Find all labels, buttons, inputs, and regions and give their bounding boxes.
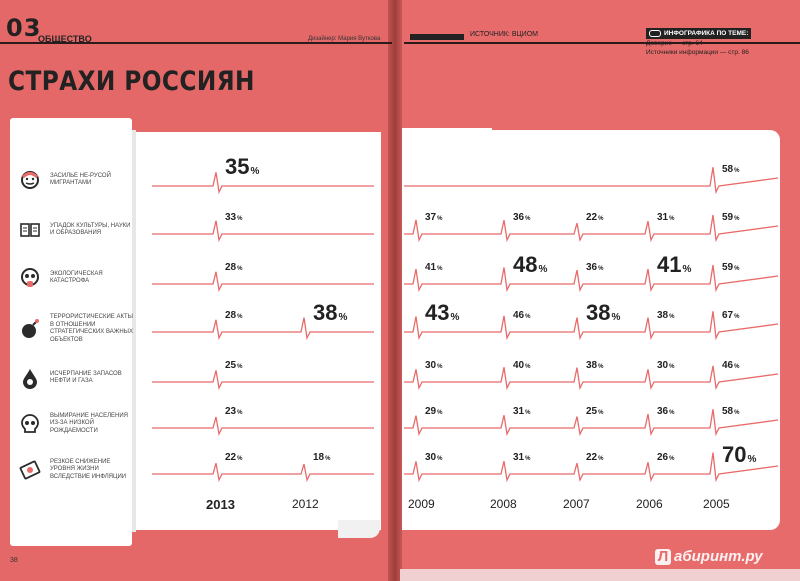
value-label: 46% — [513, 310, 531, 321]
designer-credit: Дизайнер: Мария Вуткова — [308, 36, 381, 42]
value-label: 35% — [225, 154, 260, 179]
value-label: 28% — [225, 310, 243, 321]
fear-label: ТЕРРОРИСТИЧЕСКИЕ АКТЫ В ОТНОШЕНИИ СТРАТЕГИЧЕСКИХ ВАЖНЫХ ОБЪЕКТОВ — [50, 314, 133, 343]
value-label: 41% — [425, 262, 443, 273]
page-title: СТРАХИ РОССИЯН — [8, 66, 255, 97]
value-label: 31% — [657, 212, 675, 223]
value-label: 26% — [657, 452, 675, 463]
value-label: 33% — [225, 212, 243, 223]
value-label: 29% — [425, 406, 443, 417]
series-line — [152, 417, 374, 434]
value-label: 58% — [722, 164, 740, 175]
value-label: 23% — [225, 406, 243, 417]
value-label: 22% — [586, 452, 604, 463]
fear-label: ВЫМИРАНИЕ НАСЕЛЕНИЯ ИЗ-ЗА НИЗКОЙ РОЖДАЕМОСТИ — [50, 412, 128, 434]
fear-label: УПАДОК КУЛЬТУРЫ, НАУКИ И ОБРАЗОВАНИЯ — [50, 222, 131, 236]
series-line — [152, 221, 374, 240]
value-label: 30% — [425, 452, 443, 463]
value-label: 40% — [513, 360, 531, 371]
section-name: ОБЩЕСТВО — [38, 34, 92, 44]
value-label: 48% — [513, 252, 548, 277]
year-label: 2006 — [636, 497, 663, 511]
value-label: 58% — [722, 406, 740, 417]
related-heading: ИНФОГРАФИКА ПО ТЕМЕ: — [646, 28, 751, 39]
fear-label: ИСЧЕРПАНИЕ ЗАПАСОВ НЕФТИ И ГАЗА — [50, 370, 122, 384]
value-label: 22% — [586, 212, 604, 223]
series-line — [152, 371, 374, 389]
value-label: 31% — [513, 406, 531, 417]
value-label: 36% — [586, 262, 604, 273]
year-label: 2009 — [408, 497, 435, 511]
section-number: 03 — [6, 14, 42, 42]
series-line — [152, 172, 374, 192]
series-line — [152, 272, 374, 290]
value-label: 38% — [313, 300, 348, 325]
fear-label: РЕЗКОЕ СНИЖЕНИЕ УРОВНЯ ЖИЗНИ ВСЛЕДСТВИЕ ИНФЛЯЦИИ — [50, 458, 127, 480]
year-label: 2012 — [292, 497, 319, 511]
value-label: 59% — [722, 262, 740, 273]
value-label: 30% — [657, 360, 675, 371]
value-label: 37% — [425, 212, 443, 223]
fear-label: ЭКОЛОГИЧЕСКАЯ КАТАСТРОФА — [50, 270, 103, 284]
year-label: 2005 — [703, 497, 730, 511]
year-label: 2007 — [563, 497, 590, 511]
series-line — [152, 463, 374, 480]
watermark: Л абиринт.ру — [655, 548, 763, 565]
value-label: 28% — [225, 262, 243, 273]
value-label: 30% — [425, 360, 443, 371]
value-label: 46% — [722, 360, 740, 371]
bottom-strip — [400, 569, 800, 581]
value-label: 22% — [225, 452, 243, 463]
value-label: 38% — [586, 360, 604, 371]
year-label: 2013 — [206, 497, 235, 512]
value-label: 59% — [722, 212, 740, 223]
value-label: 43% — [425, 300, 460, 325]
value-label: 38% — [586, 300, 621, 325]
year-label: 2008 — [490, 497, 517, 511]
value-label: 36% — [513, 212, 531, 223]
related-link-trust: Доверие — стр. 64 — [646, 40, 703, 47]
fear-label: ЗАСИЛЬЕ НЕ-РУСОЙ МИГРАНТАМИ — [50, 172, 111, 186]
value-label: 38% — [657, 310, 675, 321]
source-label: ИСТОЧНИК: ВЦИОМ — [470, 31, 538, 38]
value-label: 18% — [313, 452, 331, 463]
watermark-logo: Л — [655, 549, 671, 565]
value-label: 31% — [513, 452, 531, 463]
value-label: 41% — [657, 252, 692, 277]
value-label: 25% — [225, 360, 243, 371]
value-label: 70% — [722, 442, 757, 467]
page-number: 38 — [10, 557, 18, 564]
value-label: 25% — [586, 406, 604, 417]
related-link-sources: Источники информации — стр. 86 — [646, 49, 749, 56]
value-label: 36% — [657, 406, 675, 417]
value-label: 67% — [722, 310, 740, 321]
